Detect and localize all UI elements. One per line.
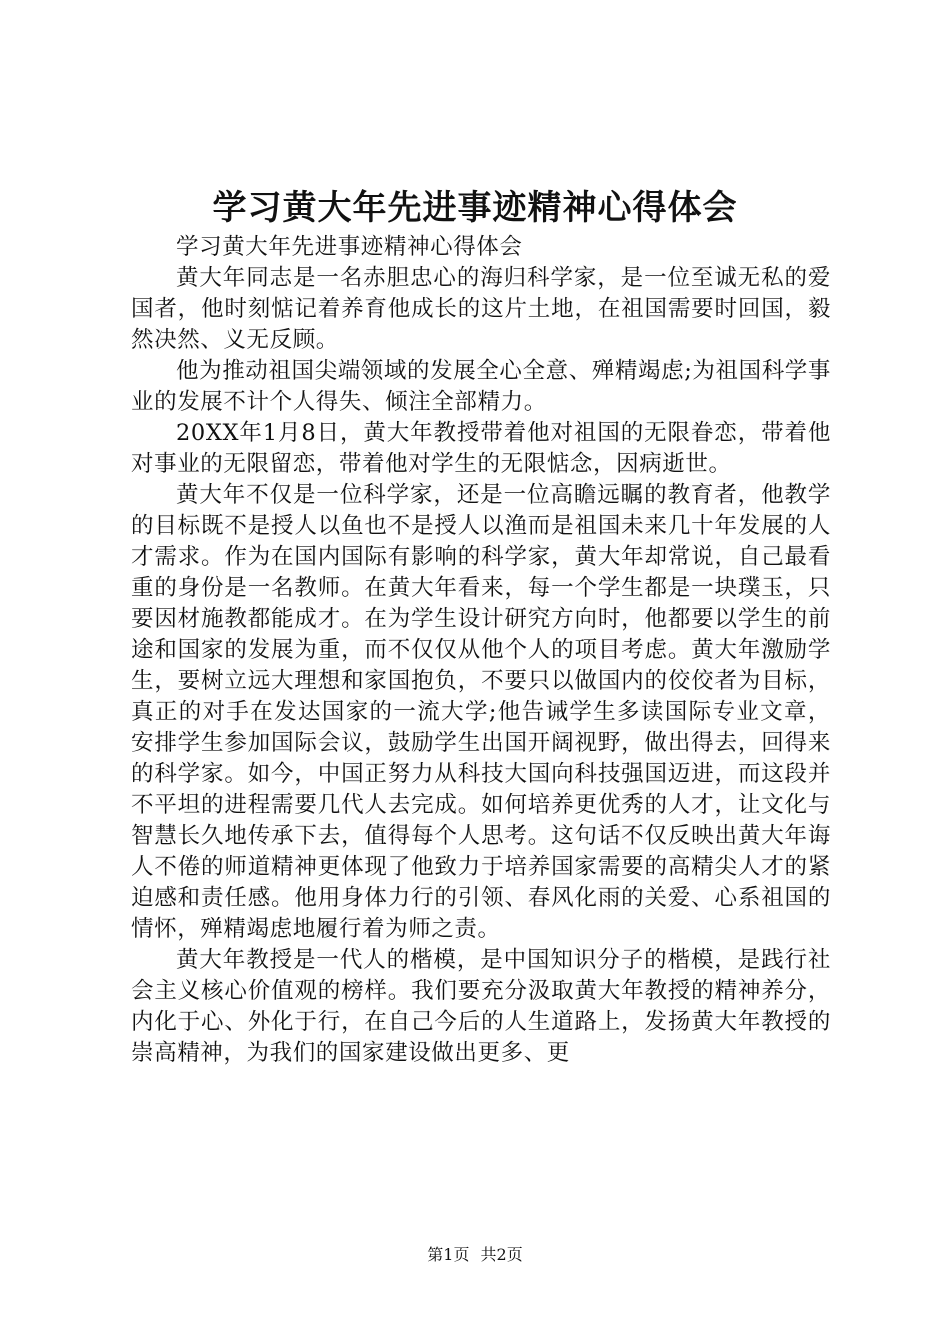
document-body	[131, 232, 831, 1069]
paragraph: 黄大年教授是一代人的楷模，是中国知识分子的楷模，是践行社会主义核心价值观的榜样。我们要充分汲取黄大年教授的精神养分，内化于心、外化于行，在自己今后的人生道路上，发扬黄大年教授的崇高精神，为我们的国家建设做出更多、更	[131, 947, 831, 1066]
page-total: 共2页	[480, 1245, 523, 1264]
document-title: 学习黄大年先进事迹精神心得体会	[212, 188, 738, 228]
paragraph: 黄大年同志是一名赤胆忠心的海归科学家，是一位至诚无私的爱国者，他时刻惦记着养育他成长的这片土地，在祖国需要时回国，毅然决然、义无反顾。	[131, 265, 831, 353]
paragraph: 黄大年不仅是一位科学家，还是一位高瞻远瞩的教育者，他教学的目标既不是授人以鱼也不是授人以渔而是祖国未来几十年发展的人才需求。作为在国内国际有影响的科学家，黄大年却常说，自己最看重的身份是一名教师。在黄大年看来，每一个学生都是一块璞玉，只要因材施教都能成才。在为学生设计研究方向时，他都要以学生的前途和国家的发展为重，而不仅仅从他个人的项目考虑。黄大年激励学生，要树立远大理想和家国抱负，不要只以做国内的佼佼者为目标，真正的对手在发达国家的一流大学;他告诫学生多读国际专业文章，安排学生参加国际会议，鼓励学生出国开阔视野，做出得去，回得来的科学家。如今，中国正努力从科技大国向科技强国迈进，而这段并不平坦的进程需要几代人去完成。如何培养更优秀的人才，让文化与智慧长久地传承下去，值得每个人思考。这句话不仅反映出黄大年诲人不倦的师道精神更体现了他致力于培养国家需要的高精尖人才的紧迫感和责任感。他用身体力行的引领、春风化雨的关爱、心系祖国的情怀，殚精竭虑地履行着为师之责。	[131, 482, 831, 942]
paragraph-subtitle: 学习黄大年先进事迹精神心得体会	[176, 234, 523, 260]
paragraph: 他为推动祖国尖端领域的发展全心全意、殚精竭虑;为祖国科学事业的发展不计个人得失、倾注全部精力。	[131, 358, 831, 415]
paragraph: 20XX年1月8日，黄大年教授带着他对祖国的无限眷恋，带着他对事业的无限留恋，带着他对学生的无限惦念，因病逝世。	[131, 420, 831, 477]
page-number: 第1页	[427, 1245, 470, 1264]
page-footer	[0, 1244, 950, 1266]
